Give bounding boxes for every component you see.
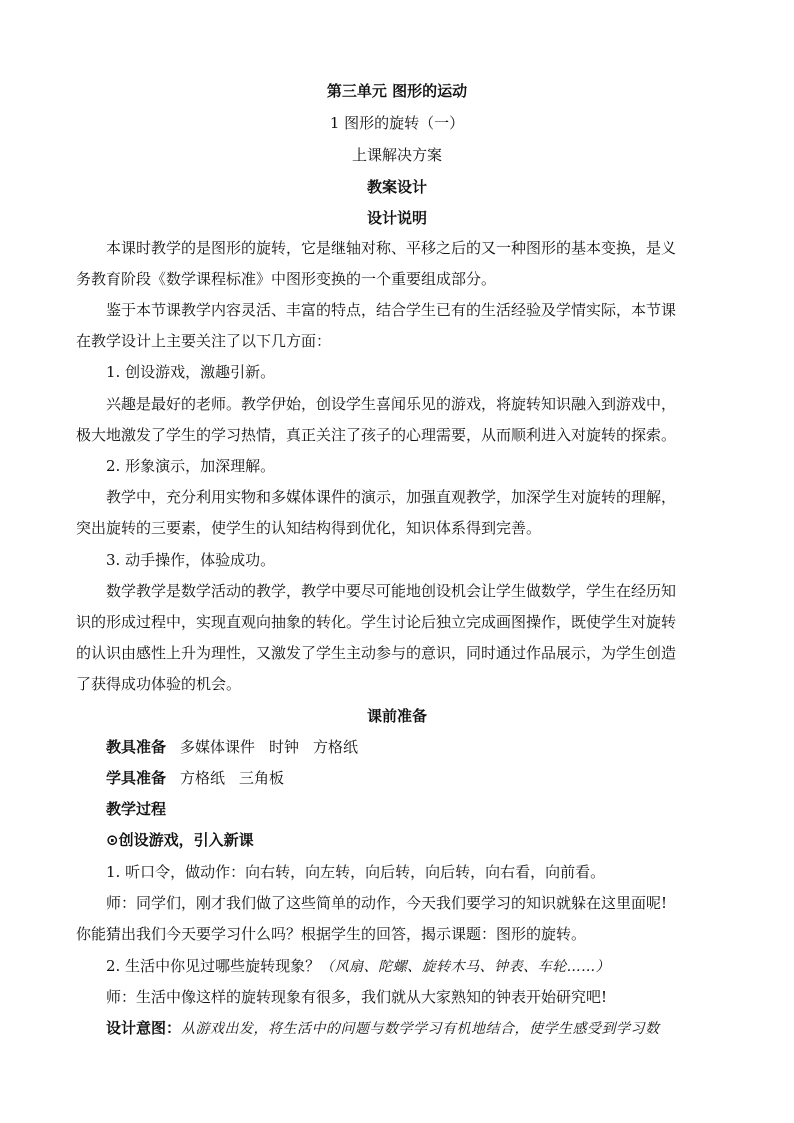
teacher-tools-label: 教具准备 (106, 738, 167, 756)
design-intent (76, 1018, 748, 1039)
step2-examples: （风扇、陀螺、旋转木马、钟表、车轮……） (320, 959, 611, 975)
point-title: 1. 创设游戏，激趣引新。 (106, 363, 276, 381)
process-title: 教学过程 (106, 800, 167, 818)
student-tool-item: 三角板 (239, 769, 285, 787)
point-text-line: 突出旋转的三要素，使学生的认知结构得到优化，知识体系得到完善。 (76, 519, 542, 537)
explain-title: 设计说明 (366, 209, 427, 227)
intro-paragraph-line: 鉴于本节课教学内容灵活、丰富的特点，结合学生已有的生活经验及学情实际，本节课 (106, 301, 677, 319)
teacher-speech-line: 你能猜出我们今天要学习什么吗？根据学生的回答，揭示课题：图形的旋转。 (76, 925, 587, 943)
plan-title: 上课解决方案 (351, 146, 442, 164)
point-title: 2. 形象演示，加深理解。 (106, 457, 276, 475)
teacher-tools-row (76, 737, 748, 757)
unit-title: 第三单元 图形的运动 (326, 82, 468, 100)
point-text-line: 教学中，充分利用实物和多媒体课件的演示，加强直观教学，加深学生对旋转的理解， (106, 488, 677, 506)
intro-paragraph-line: 在教学设计上主要关注了以下几方面： (76, 332, 332, 350)
point-title: 3. 动手操作，体验成功。 (106, 551, 276, 569)
point-text-line: 了获得成功体验的机会。 (76, 675, 242, 693)
lesson-title: 1 图形的旋转（一） (329, 114, 465, 132)
point-text-line: 极大地激发了学生的学习热情，真正关注了孩子的心理需要，从而顺利进入对旋转的探索。 (76, 426, 677, 444)
teacher-speech-line: 师：同学们，刚才我们做了这些简单的动作，今天我们要学习的知识就躲在这里面呢! (106, 894, 668, 912)
preparation-title: 课前准备 (366, 707, 427, 725)
step-text (76, 956, 748, 977)
teacher-tool-item: 多媒体课件 (180, 738, 256, 756)
point-text-line: 数学教学是数学活动的教学，教学中要尽可能地创设机会让学生做数学，学生在经历知 (106, 582, 677, 600)
intro-paragraph-line: 务教育阶段《数学课程标准》中图形变换的一个重要组成部分。 (76, 270, 497, 288)
design-intent-label: 设计意图： (106, 1019, 182, 1037)
teacher-speech-line: 师：生活中像这样的旋转现象有很多，我们就从大家熟知的钟表开始研究吧! (106, 988, 608, 1006)
step-text: 1. 听口令，做动作：向右转，向左转，向后转，向后转，向右看，向前看。 (106, 863, 606, 881)
design-title: 教案设计 (366, 178, 427, 196)
point-text-line: 兴趣是最好的老师。教学伊始，创设学生喜闻乐见的游戏，将旋转知识融入到游戏中， (106, 395, 677, 413)
design-intent-text: 从游戏出发，将生活中的问题与数学学习有机地结合，使学生感受到学习数 (181, 1021, 660, 1037)
teacher-tool-item: 时钟 (269, 738, 300, 756)
student-tools-label: 学具准备 (106, 769, 167, 787)
point-text-line: 的认识由感性上升为理性，又激发了学生主动参与的意识，同时通过作品展示，为学生创造 (76, 644, 677, 662)
intro-paragraph-line: 本课时教学的是图形的旋转，它是继轴对称、平移之后的又一种图形的基本变换，是义 (106, 239, 677, 257)
section-heading: ⊙创设游戏，引入新课 (106, 831, 254, 849)
point-text-line: 识的形成过程中，实现直观向抽象的转化。学生讨论后独立完成画图操作，既使学生对旋转 (76, 613, 677, 631)
teacher-tool-item: 方格纸 (313, 738, 359, 756)
step2-question: 2. 生活中你见过哪些旋转现象？ (106, 957, 321, 975)
student-tools-row (76, 768, 748, 788)
student-tool-item: 方格纸 (180, 769, 226, 787)
